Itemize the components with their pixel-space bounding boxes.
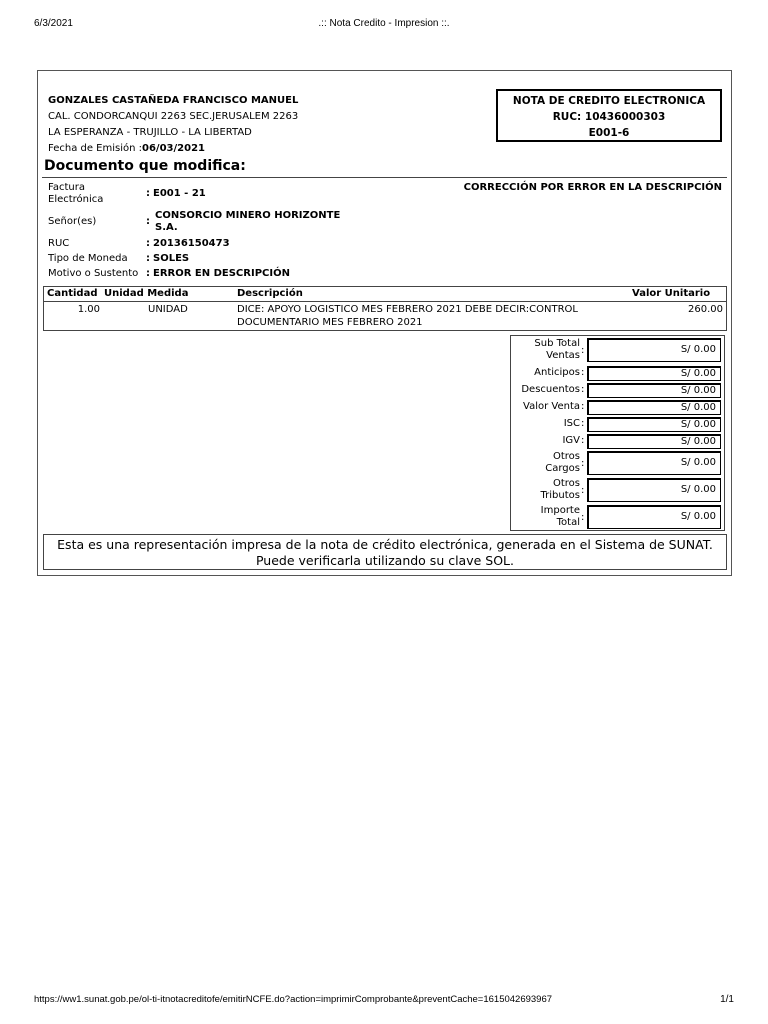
total-value-igv: S/ 0.00 — [587, 434, 721, 449]
field-value-invoice: : E001 - 21 — [146, 188, 206, 199]
colon: : — [581, 512, 585, 523]
credit-note-document — [37, 70, 732, 576]
heading-divider — [42, 177, 727, 178]
field-value-currency: : SOLES — [146, 253, 190, 264]
total-label-anticipos: Anticipos — [534, 367, 580, 378]
total-label-importe-total: Importe Total — [540, 505, 580, 528]
total-label-descuentos: Descuentos — [521, 384, 580, 395]
colon: : — [146, 238, 150, 249]
colon: : — [581, 367, 585, 378]
field-label-currency: Tipo de Moneda — [48, 253, 128, 264]
print-page-count: 1/1 — [720, 994, 734, 1005]
row-unit: UNIDAD — [148, 304, 188, 315]
credit-note-title: NOTA DE CREDITO ELECTRONICA — [512, 95, 706, 107]
table-row — [44, 302, 726, 332]
credit-note-ruc: RUC: 10436000303 — [552, 111, 666, 123]
total-row-descuentos — [511, 383, 724, 398]
total-value-valor-venta: S/ 0.00 — [587, 400, 721, 415]
colon: : — [146, 268, 150, 279]
colon: : — [581, 485, 585, 496]
credit-note-serie: E001-6 — [588, 127, 630, 139]
issue-date-value: 06/03/2021 — [142, 143, 205, 154]
total-label-otros-tributos: Otros Tributos — [540, 478, 580, 501]
print-page-title: .:: Nota Credito - Impresion ::. — [318, 18, 450, 29]
col-header-description: Descripción — [237, 288, 303, 299]
issuer-address-1: CAL. CONDORCANQUI 2263 SEC.JERUSALEM 2263 — [48, 111, 299, 122]
total-label-valor-venta: Valor Venta — [523, 401, 580, 412]
colon: : — [581, 401, 585, 412]
total-label-subtotal: Sub Total Ventas — [534, 338, 580, 361]
col-header-unit-value: Valor Unitario — [632, 288, 711, 299]
total-value-otros-tributos: S/ 0.00 — [587, 478, 721, 502]
row-description: DICE: APOYO LOGISTICO MES FEBRERO 2021 DEBE DECIR:CONTROL DOCUMENTARIO MES FEBRERO 2021 — [237, 304, 578, 328]
colon: : — [581, 418, 585, 429]
total-row-igv — [511, 434, 724, 449]
colon: : — [146, 253, 150, 264]
total-row-anticipos — [511, 366, 724, 381]
issue-date-label: Fecha de Emisión : — [48, 143, 143, 154]
col-header-quantity: Cantidad — [47, 288, 98, 299]
colon: : — [581, 458, 585, 469]
row-quantity: 1.00 — [77, 304, 100, 315]
total-label-igv: IGV — [562, 435, 580, 446]
field-value-reason: : ERROR EN DESCRIPCIÓN — [146, 268, 290, 279]
colon: : — [146, 188, 150, 199]
colon: : — [146, 216, 150, 227]
total-value-descuentos: S/ 0.00 — [587, 383, 721, 398]
total-row-importe-total — [511, 505, 724, 531]
modified-document-heading: Documento que modifica: — [44, 158, 246, 174]
issuer-name: GONZALES CASTAÑEDA FRANCISCO MANUEL — [48, 95, 299, 106]
total-row-valor-venta — [511, 400, 724, 415]
total-row-otros-tributos — [511, 478, 724, 504]
items-table-header — [44, 287, 726, 302]
print-url: https://ww1.sunat.gob.pe/ol-ti-itnotacreditofe/emitirNCFE.do?action=imprimirComprobante&preventCache=1615042693967 — [34, 994, 553, 1005]
total-value-isc: S/ 0.00 — [587, 417, 721, 432]
field-label-invoice: Factura Electrónica — [48, 182, 104, 205]
print-date: 6/3/2021 — [34, 18, 73, 29]
colon: : — [581, 345, 585, 356]
field-label-customer: Señor(es) — [48, 216, 97, 227]
total-label-isc: ISC — [563, 418, 580, 429]
reason-type: CORRECCIÓN POR ERROR EN LA DESCRIPCIÓN — [463, 182, 722, 193]
total-value-anticipos: S/ 0.00 — [587, 366, 721, 381]
credit-note-id-box — [496, 89, 722, 142]
total-row-otros-cargos — [511, 451, 724, 477]
col-header-unit: Unidad Medida — [104, 288, 189, 299]
colon: : — [581, 384, 585, 395]
total-value-subtotal: S/ 0.00 — [587, 338, 721, 362]
issue-date — [48, 141, 298, 157]
field-value-customer: : CONSORCIO MINERO HORIZONTE S.A. — [146, 210, 341, 233]
items-table — [43, 286, 727, 331]
total-value-importe-total: S/ 0.00 — [587, 505, 721, 529]
total-value-otros-cargos: S/ 0.00 — [587, 451, 721, 475]
total-label-otros-cargos: Otros Cargos — [545, 451, 580, 474]
total-row-isc — [511, 417, 724, 432]
field-label-ruc: RUC — [48, 238, 70, 249]
issuer-address-2: LA ESPERANZA - TRUJILLO - LA LIBERTAD — [48, 127, 252, 138]
field-label-reason: Motivo o Sustento — [48, 268, 139, 279]
field-value-ruc: : 20136150473 — [146, 238, 230, 249]
totals-panel — [510, 335, 725, 531]
printed-representation-note: Esta es una representación impresa de la nota de crédito electrónica, generada en el Sistema de SUNAT. Puede verificarla utilizando su clave SOL. — [43, 534, 727, 570]
colon: : — [581, 435, 585, 446]
issuer-block — [48, 93, 298, 157]
row-unit-value: 260.00 — [688, 304, 723, 315]
total-row-subtotal — [511, 338, 724, 364]
